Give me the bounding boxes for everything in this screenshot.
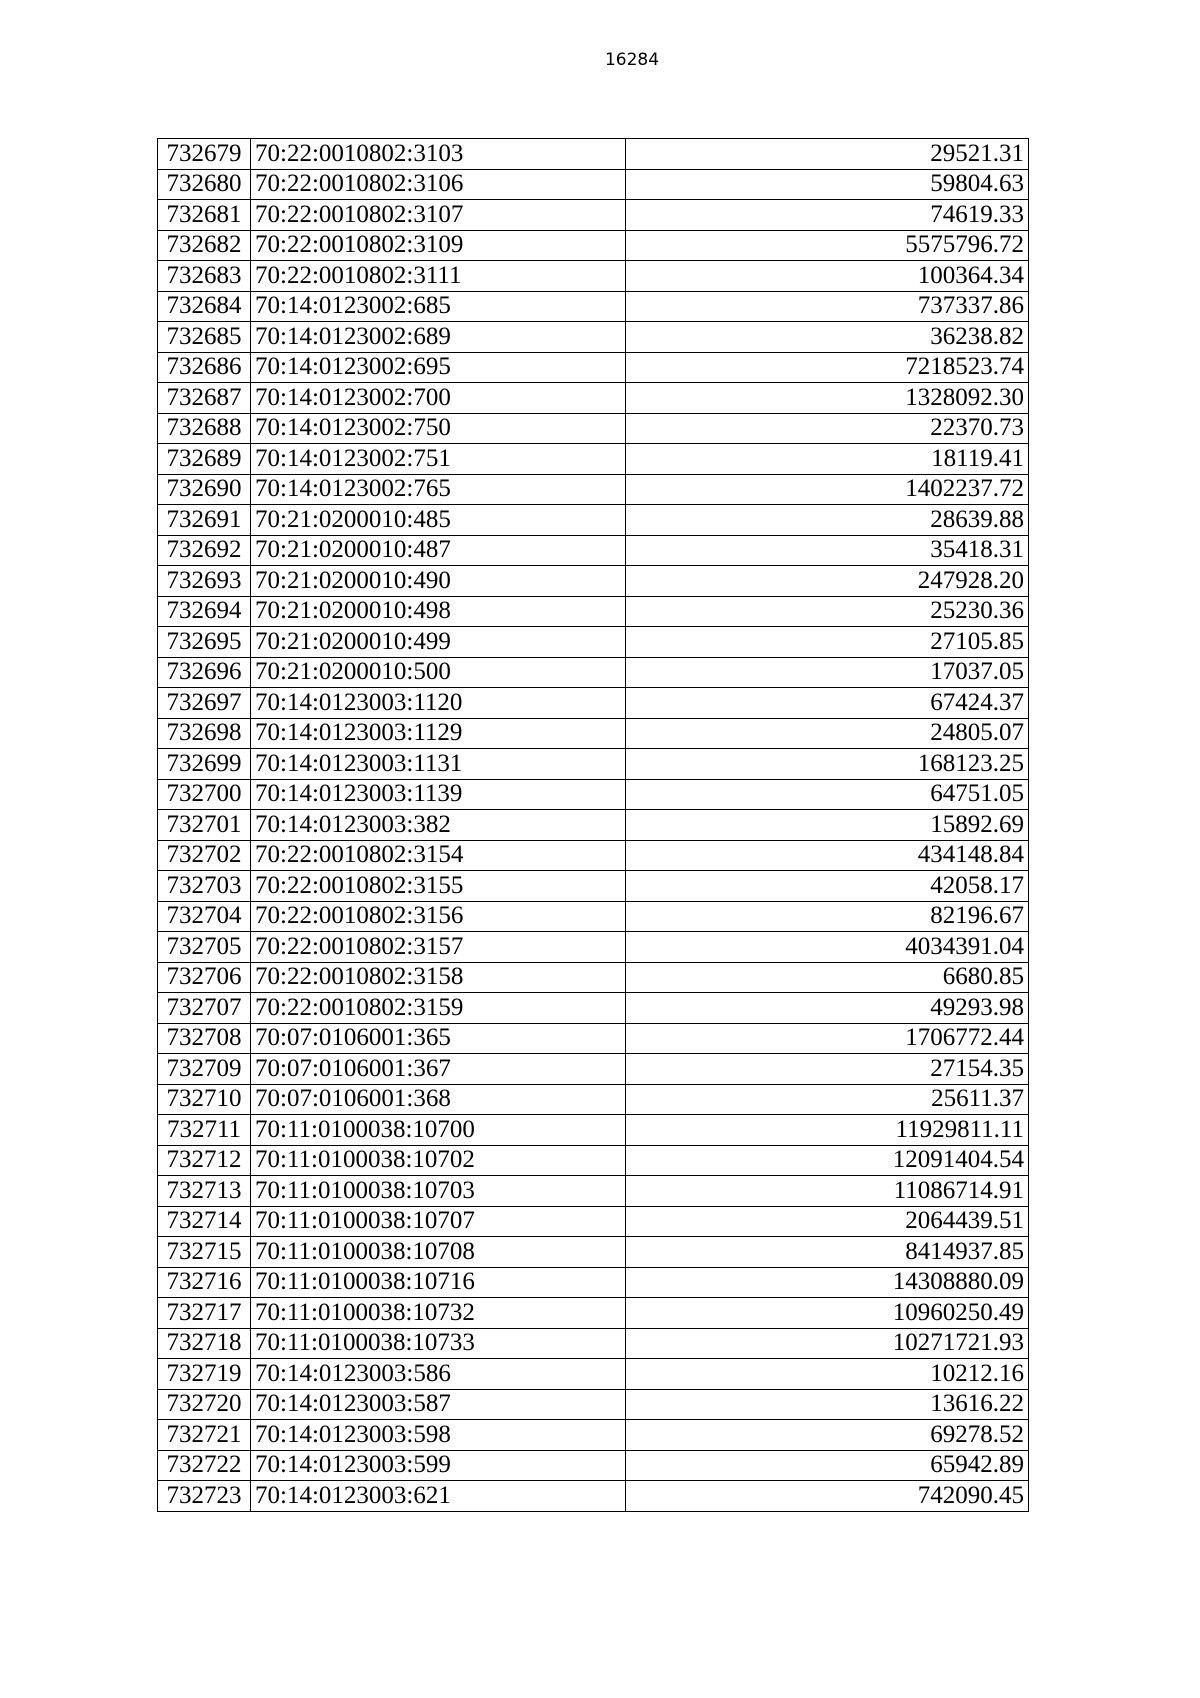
row-number-cell: 732714 [158,1206,251,1237]
row-number-cell: 732707 [158,993,251,1024]
row-number-cell: 732681 [158,200,251,231]
cadastral-number-cell: 70:22:0010802:3156 [251,901,626,932]
table-row [158,840,1029,871]
table-row [158,1359,1029,1390]
cadastral-value-cell: 25230.36 [626,596,1029,627]
row-number-cell: 732684 [158,291,251,322]
cadastral-value-cell: 10212.16 [626,1359,1029,1390]
cadastral-value-cell: 737337.86 [626,291,1029,322]
row-number-cell: 732702 [158,840,251,871]
cadastral-value-cell: 247928.20 [626,566,1029,597]
cadastral-number-cell: 70:11:0100038:10733 [251,1328,626,1359]
table-row [158,993,1029,1024]
cadastral-value-cell: 10271721.93 [626,1328,1029,1359]
cadastral-value-cell: 69278.52 [626,1420,1029,1451]
row-number-cell: 732695 [158,627,251,658]
table-row [158,1054,1029,1085]
table-row [158,688,1029,719]
row-number-cell: 732711 [158,1115,251,1146]
table-body [158,139,1029,1512]
table-row [158,1176,1029,1207]
row-number-cell: 732715 [158,1237,251,1268]
cadastral-value-cell: 65942.89 [626,1450,1029,1481]
cadastral-number-cell: 70:14:0123003:1129 [251,718,626,749]
cadastral-number-cell: 70:07:0106001:368 [251,1084,626,1115]
cadastral-number-cell: 70:11:0100038:10702 [251,1145,626,1176]
table-row [158,322,1029,353]
cadastral-value-cell: 5575796.72 [626,230,1029,261]
row-number-cell: 732712 [158,1145,251,1176]
table-row [158,230,1029,261]
cadastral-number-cell: 70:14:0123002:751 [251,444,626,475]
cadastral-number-cell: 70:22:0010802:3111 [251,261,626,292]
table-row [158,627,1029,658]
cadastral-value-cell: 1706772.44 [626,1023,1029,1054]
cadastral-number-cell: 70:22:0010802:3106 [251,169,626,200]
row-number-cell: 732703 [158,871,251,902]
table-row [158,261,1029,292]
cadastral-number-cell: 70:14:0123002:700 [251,383,626,414]
table-row [158,1084,1029,1115]
cadastral-number-cell: 70:11:0100038:10708 [251,1237,626,1268]
row-number-cell: 732700 [158,779,251,810]
row-number-cell: 732698 [158,718,251,749]
row-number-cell: 732708 [158,1023,251,1054]
table-row [158,718,1029,749]
cadastral-number-cell: 70:14:0123003:382 [251,810,626,841]
cadastral-number-cell: 70:11:0100038:10716 [251,1267,626,1298]
cadastral-value-cell: 17037.05 [626,657,1029,688]
cadastral-value-cell: 1328092.30 [626,383,1029,414]
cadastral-number-cell: 70:11:0100038:10703 [251,1176,626,1207]
cadastral-value-cell: 6680.85 [626,962,1029,993]
cadastral-value-table [157,138,1029,1512]
cadastral-value-cell: 25611.37 [626,1084,1029,1115]
cadastral-number-cell: 70:22:0010802:3158 [251,962,626,993]
cadastral-value-cell: 67424.37 [626,688,1029,719]
cadastral-value-cell: 59804.63 [626,169,1029,200]
row-number-cell: 732683 [158,261,251,292]
table-row [158,169,1029,200]
cadastral-value-cell: 27105.85 [626,627,1029,658]
cadastral-value-cell: 24805.07 [626,718,1029,749]
page-number: 16284 [604,50,660,70]
row-number-cell: 732682 [158,230,251,261]
table-row [158,139,1029,170]
cadastral-number-cell: 70:11:0100038:10700 [251,1115,626,1146]
table-row [158,1267,1029,1298]
cadastral-value-cell: 434148.84 [626,840,1029,871]
cadastral-number-cell: 70:07:0106001:365 [251,1023,626,1054]
cadastral-number-cell: 70:14:0123003:1120 [251,688,626,719]
cadastral-number-cell: 70:11:0100038:10707 [251,1206,626,1237]
table-row [158,596,1029,627]
cadastral-value-cell: 49293.98 [626,993,1029,1024]
row-number-cell: 732679 [158,139,251,170]
cadastral-value-cell: 27154.35 [626,1054,1029,1085]
cadastral-number-cell: 70:22:0010802:3157 [251,932,626,963]
row-number-cell: 732701 [158,810,251,841]
cadastral-value-cell: 4034391.04 [626,932,1029,963]
table-row [158,1481,1029,1512]
table-row [158,901,1029,932]
cadastral-number-cell: 70:22:0010802:3155 [251,871,626,902]
cadastral-value-cell: 42058.17 [626,871,1029,902]
row-number-cell: 732717 [158,1298,251,1329]
row-number-cell: 732687 [158,383,251,414]
cadastral-number-cell: 70:14:0123002:689 [251,322,626,353]
table-row [158,810,1029,841]
row-number-cell: 732722 [158,1450,251,1481]
row-number-cell: 732693 [158,566,251,597]
row-number-cell: 732680 [158,169,251,200]
cadastral-value-cell: 14308880.09 [626,1267,1029,1298]
cadastral-number-cell: 70:07:0106001:367 [251,1054,626,1085]
cadastral-value-cell: 35418.31 [626,535,1029,566]
table-row [158,352,1029,383]
table-row [158,1389,1029,1420]
cadastral-value-cell: 100364.34 [626,261,1029,292]
cadastral-value-cell: 742090.45 [626,1481,1029,1512]
table-row [158,413,1029,444]
row-number-cell: 732710 [158,1084,251,1115]
row-number-cell: 732713 [158,1176,251,1207]
cadastral-number-cell: 70:14:0123003:621 [251,1481,626,1512]
cadastral-value-cell: 12091404.54 [626,1145,1029,1176]
row-number-cell: 732690 [158,474,251,505]
cadastral-number-cell: 70:22:0010802:3109 [251,230,626,261]
cadastral-value-cell: 22370.73 [626,413,1029,444]
cadastral-number-cell: 70:14:0123003:586 [251,1359,626,1390]
cadastral-number-cell: 70:11:0100038:10732 [251,1298,626,1329]
cadastral-number-cell: 70:14:0123003:598 [251,1420,626,1451]
table-row [158,1420,1029,1451]
row-number-cell: 732705 [158,932,251,963]
table-row [158,566,1029,597]
cadastral-number-cell: 70:21:0200010:490 [251,566,626,597]
row-number-cell: 732718 [158,1328,251,1359]
cadastral-value-cell: 1402237.72 [626,474,1029,505]
cadastral-value-cell: 11086714.91 [626,1176,1029,1207]
table-row [158,505,1029,536]
cadastral-value-cell: 29521.31 [626,139,1029,170]
cadastral-value-cell: 18119.41 [626,444,1029,475]
row-number-cell: 732692 [158,535,251,566]
cadastral-number-cell: 70:21:0200010:498 [251,596,626,627]
row-number-cell: 732704 [158,901,251,932]
cadastral-number-cell: 70:14:0123002:695 [251,352,626,383]
table-row [158,1450,1029,1481]
cadastral-number-cell: 70:14:0123003:1131 [251,749,626,780]
cadastral-number-cell: 70:14:0123002:685 [251,291,626,322]
row-number-cell: 732699 [158,749,251,780]
table-row [158,932,1029,963]
cadastral-number-cell: 70:22:0010802:3154 [251,840,626,871]
row-number-cell: 732691 [158,505,251,536]
table-row [158,962,1029,993]
row-number-cell: 732694 [158,596,251,627]
cadastral-value-cell: 13616.22 [626,1389,1029,1420]
cadastral-number-cell: 70:14:0123003:599 [251,1450,626,1481]
table-row [158,749,1029,780]
table-row [158,1115,1029,1146]
cadastral-number-cell: 70:21:0200010:487 [251,535,626,566]
row-number-cell: 732719 [158,1359,251,1390]
cadastral-number-cell: 70:14:0123002:765 [251,474,626,505]
cadastral-value-cell: 7218523.74 [626,352,1029,383]
table-row [158,1298,1029,1329]
row-number-cell: 732685 [158,322,251,353]
cadastral-value-cell: 11929811.11 [626,1115,1029,1146]
cadastral-value-cell: 74619.33 [626,200,1029,231]
table-row [158,657,1029,688]
cadastral-number-cell: 70:14:0123002:750 [251,413,626,444]
table-row [158,535,1029,566]
cadastral-value-cell: 28639.88 [626,505,1029,536]
row-number-cell: 732720 [158,1389,251,1420]
table-row [158,1206,1029,1237]
table-row [158,1023,1029,1054]
cadastral-number-cell: 70:21:0200010:499 [251,627,626,658]
cadastral-number-cell: 70:22:0010802:3103 [251,139,626,170]
table-row [158,1237,1029,1268]
cadastral-value-cell: 15892.69 [626,810,1029,841]
row-number-cell: 732706 [158,962,251,993]
cadastral-value-cell: 8414937.85 [626,1237,1029,1268]
row-number-cell: 732709 [158,1054,251,1085]
cadastral-value-cell: 36238.82 [626,322,1029,353]
table-row [158,1328,1029,1359]
cadastral-number-cell: 70:21:0200010:500 [251,657,626,688]
cadastral-value-cell: 2064439.51 [626,1206,1029,1237]
cadastral-number-cell: 70:14:0123003:1139 [251,779,626,810]
cadastral-number-cell: 70:21:0200010:485 [251,505,626,536]
row-number-cell: 732689 [158,444,251,475]
table-row [158,779,1029,810]
table-row [158,871,1029,902]
cadastral-number-cell: 70:22:0010802:3107 [251,200,626,231]
table-row [158,200,1029,231]
row-number-cell: 732696 [158,657,251,688]
cadastral-number-cell: 70:14:0123003:587 [251,1389,626,1420]
table-row [158,444,1029,475]
row-number-cell: 732697 [158,688,251,719]
cadastral-value-cell: 168123.25 [626,749,1029,780]
table-row [158,1145,1029,1176]
row-number-cell: 732721 [158,1420,251,1451]
row-number-cell: 732686 [158,352,251,383]
row-number-cell: 732688 [158,413,251,444]
cadastral-value-cell: 64751.05 [626,779,1029,810]
cadastral-number-cell: 70:22:0010802:3159 [251,993,626,1024]
cadastral-value-cell: 82196.67 [626,901,1029,932]
row-number-cell: 732723 [158,1481,251,1512]
cadastral-value-cell: 10960250.49 [626,1298,1029,1329]
table-row [158,291,1029,322]
table-row [158,383,1029,414]
table-row [158,474,1029,505]
row-number-cell: 732716 [158,1267,251,1298]
